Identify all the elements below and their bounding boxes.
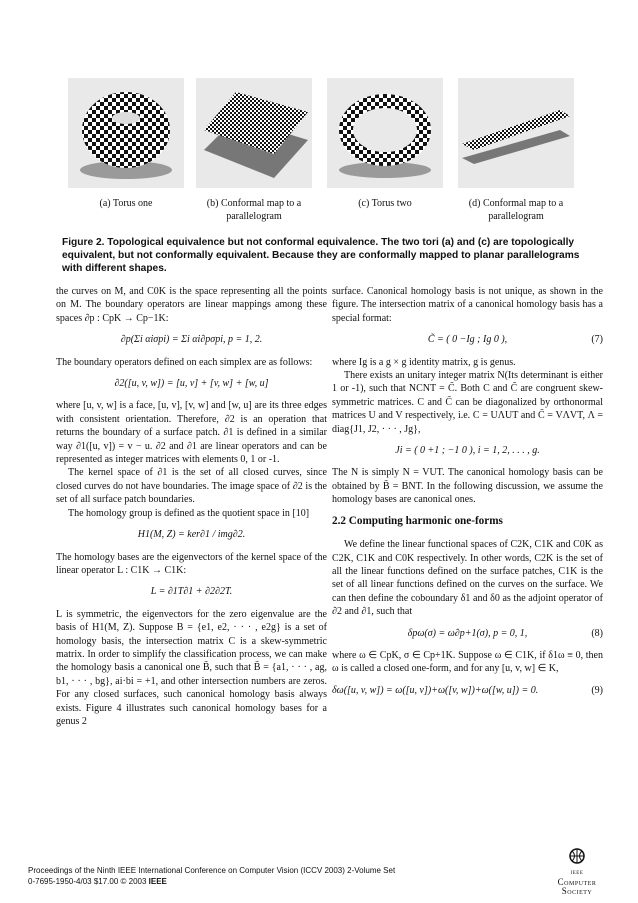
paragraph: The homology group is defined as the quotient space in [10] [68, 507, 310, 519]
equation-number: (7) [591, 334, 603, 346]
equation-number: (9) [591, 684, 603, 696]
paragraph: The N is simply N = VUT. The canonical homology basis can be obtained by B̃ = BNT. In the following discussion, we assume the homology bases are canonical ones. [332, 467, 603, 506]
logo-ieee: IEEE [570, 871, 584, 876]
paragraph: where [u, v, w] is a face, [u, v], [v, w] and [w, u] are its three edges with consistent orientation. Therefore, ∂2 is an operation that returns the boundary of a surface patch. ∂1 is defined in a similar way ∂1([u, v]) = v − u. ∂2 and ∂1 are linear operators and can be represented as integer matrices with elements 0, 1 or -1. [56, 400, 327, 466]
equation: Ji = ( 0 +1 ; −1 0 ), i = 1, 2, . . . , g. [395, 445, 540, 457]
equation-number: (8) [591, 627, 603, 639]
footer [28, 866, 395, 887]
equation [332, 333, 603, 346]
paragraph: We define the linear functional spaces of C2K, C1K and C0K as C2K, C1K and C0K respectively. In other words, C2K is the set of all the linear functions defined on the surface patches, C1K is the set of all linear functions defined on the curves on the surface. We can then define the coboundary δ1 and δ0 as the adjoint operator of ∂2 and ∂1, such that [332, 539, 603, 618]
paragraph: There exists an unitary integer matrix N(Its determinant is either 1 or -1), such that NCNT = C̃. Both C and C̃ are congruent skew-symmetric matrices. C and C̃ can be diagonalized by orthonormal matrices U and V respectively, i.e. C = UΛUT and C̃ = VΛVT, Λ = diag{J1, J2, · · · , Jg}, [332, 370, 603, 435]
caption-b: (b) Conformal map to a parallelogram [206, 198, 302, 222]
paragraph: The boundary operators defined on each simplex are as follows: [56, 356, 313, 368]
footer-line1: Proceedings of the Ninth IEEE International Conference on Computer Vision (ICCV 2003) 2-Volume Set [28, 866, 396, 875]
paragraph: surface. Canonical homology basis is not unique, as shown in the figure. The intersection matrix of a canonical homology basis has a special format: [332, 286, 603, 324]
figure-torus-two [327, 78, 443, 188]
equation: H1(M, Z) = ker∂1 / img∂2. [137, 529, 246, 541]
equation: ∂2([u, v, w]) = [u, v] + [v, w] + [w, u] [114, 378, 269, 390]
equation: ∂p(Σi αiσpi) = Σi αi∂pσpi, p = 1, 2. [120, 334, 263, 346]
equation [332, 627, 603, 640]
paragraph: where ω ∈ CpK, σ ∈ Cp+1K. Suppose ω ∈ C1K, if δ1ω ≡ 0, then ω is called a closed one-form, and for any [u, v, w] ∈ K, [332, 649, 603, 675]
caption-d: (d) Conformal map to a parallelogram [468, 198, 564, 222]
equation-body: δω([u, v, w]) = ω([u, v])+ω([v, w])+ω([w, u]) = 0. [332, 684, 539, 696]
right-column [332, 285, 603, 706]
equation-body: C̃ = ( 0 −Ig ; Ig 0 ), [427, 334, 508, 346]
left-column [56, 285, 327, 728]
figure-parallelogram-one [196, 78, 312, 188]
footer-line2 [28, 877, 395, 888]
footer-ieee: IEEE [148, 876, 167, 886]
paragraph: The homology bases are the eigenvectors of the kernel space of the linear operator L : C1K → C1K: [56, 551, 327, 576]
paragraph: The kernel space of ∂1 is the set of all closed curves, since closed curves do not have boundaries. The image space of ∂2 is the set of all surface patch boundaries. [56, 467, 327, 506]
logo-line2: Society [561, 886, 593, 896]
footer-isbn: 0-7695-1950-4/03 $17.00 © 2003 [28, 876, 149, 886]
equation-body: δpω(σ) = ω∂p+1(σ), p = 0, 1, [407, 627, 528, 639]
paragraph: where Ig is a g × g identity matrix, g is genus. [332, 356, 516, 368]
figure-torus-one [68, 78, 184, 188]
paragraph: the curves on M, and C0K is the space representing all the points on M. The boundary operators are linear mappings among these spaces ∂p : CpK → Cp−1K: [56, 286, 327, 324]
caption-a: (a) Torus one [99, 198, 153, 209]
globe-icon [567, 848, 587, 864]
figure-parallelogram-two [458, 78, 574, 188]
paragraph: L is symmetric, the eigenvectors for the zero eigenvalue are the basis of H1(M, Z). Suppose B = {e1, e2, · · · , e2g} is a set of homology basis, the intersection matrix C is a skew-symmetric matrix. In order to simplify the classification process, we can make the homology basis a canonical one B̃, such that B̃ = {a1, · · · , ag, b1, · · · , bg}, ai·bi = +1, and other intersection numbers are zeros. For any closed surfaces, such canonical homology basis always exists. Figure 4 illustrates such canonical homology bases for a genus 2 [56, 608, 327, 727]
computer-society-logo [540, 848, 614, 896]
logo-line1: Computer [557, 877, 597, 887]
equation: L = ∂1T∂1 + ∂2∂2T. [150, 586, 233, 598]
section-heading: 2.2 Computing harmonic one-forms [332, 514, 503, 527]
caption-c: (c) Torus two [358, 198, 412, 209]
figure-caption: Figure 2. Topological equivalence but not conformal equivalence. The two tori (a) and (c) are topologically equivalent, but not conformally equivalent. Because they are conformally mapped to planar parallelograms with different shapes. [62, 237, 580, 274]
equation [332, 684, 603, 697]
